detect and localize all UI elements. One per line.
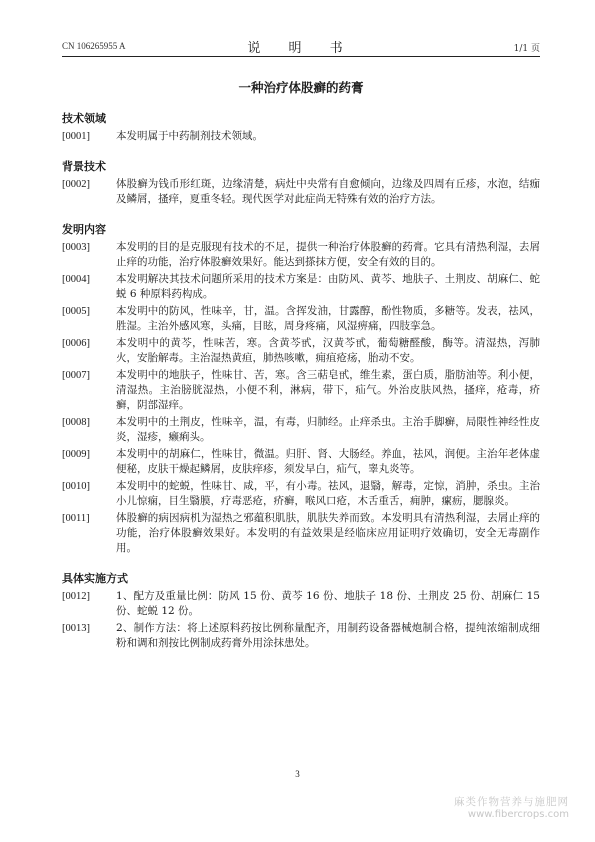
paragraph-text: 本发明的目的是克服现有技术的不足，提供一种治疗体股癣的药膏。它具有清热利湿，去屑止痒的功能，治疗体股癣效果好。能达到搽抹方便，安全有效的目的。 (116, 241, 540, 268)
paragraph-number: [0005] (62, 306, 90, 317)
watermark-url: www.fibercrops.com (467, 809, 569, 820)
paragraph-number: [0011] (62, 513, 90, 524)
section-heading: 具体实施方式 (62, 572, 128, 585)
paragraph-number: [0012] (62, 591, 90, 602)
paragraph-number: [0009] (62, 449, 90, 460)
paragraph (62, 621, 540, 651)
paragraph-number: [0001] (62, 131, 90, 142)
paragraph (62, 272, 540, 302)
paragraph (62, 511, 540, 556)
watermark-site-name: 麻类作物营养与施肥网 (454, 796, 569, 808)
paragraph-number: [0003] (62, 242, 90, 253)
paragraph-text: 本发明中的防风，性味辛，甘，温。含挥发油，甘露醇，酚性物质，多糖等。发表，祛风，胜湿。主治外感风寒，头痛，目眩，周身疼痛，风湿痹痛，四肢挛急。 (116, 305, 540, 332)
paragraph (62, 447, 540, 477)
paragraph-number: [0004] (62, 274, 90, 285)
paragraph-text: 本发明中的黄芩，性味苦，寒。含黄芩甙，汉黄芩甙，葡萄糖醛酸，酶等。清湿热，泻肺火，安胎解毒。主治湿热黄疸，肺热咳嗽，痈疽疮疡，胎动不安。 (116, 337, 540, 364)
document-title: 一种治疗体股癣的药膏 (238, 80, 364, 95)
paragraph-text: 本发明中的蛇蜕，性味甘、咸，平，有小毒。祛风，退翳，解毒，定惊，消肿，杀虫。主治小儿惊痫，目生翳膜，疗毒恶疮，疥癣，喉风口疮，木舌重舌，痈肿，瘰疬，腮腺炎。 (116, 480, 540, 507)
paragraph-number: [0007] (62, 370, 90, 381)
paragraph-number: [0006] (62, 338, 90, 349)
section-heading: 发明内容 (62, 223, 106, 236)
paragraph-text: 本发明属于中药制剂技术领域。 (116, 130, 263, 142)
section-heading: 技术领域 (62, 112, 106, 125)
paragraph (62, 336, 540, 366)
paragraph (62, 240, 540, 270)
header-rule (62, 56, 540, 57)
paragraph (62, 177, 540, 207)
publication-number: CN 106265955 A (62, 41, 126, 51)
page-indicator: 1/1 页 (513, 44, 540, 54)
paragraph-text: 体股癣为钱币形红斑，边缘清楚，病灶中央常有自愈倾向，边缘及四周有丘疹，水泡，结痂及鳞屑，搔痒，夏重冬轻。现代医学对此症尚无特殊有效的治疗方法。 (116, 178, 540, 205)
paragraph-text: 本发明解决其技术问题所采用的技术方案是：由防风、黄芩、地肤子、土荆皮、胡麻仁、蛇蜕 6 种原料药构成。 (116, 273, 540, 300)
paragraph-number: [0010] (62, 481, 90, 492)
watermark (454, 794, 569, 820)
header-title: 说 明 书 (247, 41, 355, 56)
paragraph-number: [0008] (62, 417, 90, 428)
paragraph (62, 304, 540, 334)
paragraph-text: 2、制作方法：将上述原料药按比例称量配齐，用制药设备器械炮制合格，提纯浓缩制成细粉和调和剂按比例制成药膏外用涂抹患处。 (116, 622, 540, 649)
paragraph (62, 129, 540, 144)
paragraph-number: [0013] (62, 623, 90, 634)
document-body (62, 110, 540, 653)
paragraph (62, 368, 540, 413)
paragraph (62, 479, 540, 509)
paragraph-text: 本发明中的胡麻仁，性味甘，微温。归肝、肾、大肠经。养血，祛风，润便。主治年老体虚便秘，皮肤干燥起鳞屑，皮肤痒疹，须发早白，疝气，睾丸炎等。 (116, 448, 540, 475)
paragraph-text: 体股癣的病因病机为湿热之邪蕴积肌肤，肌肤失养而致。本发明具有清热利湿，去屑止痒的功能，治疗体股癣效果好。本发明的有益效果是经临床应用证明疗效确切，安全无毒副作用。 (116, 512, 540, 554)
paragraph-text: 1、配方及重量比例：防风 15 份、黄芩 16 份、地肤子 18 份、土荆皮 25 份、胡麻仁 15 份、蛇蜕 12 份。 (116, 590, 540, 617)
paragraph-number: [0002] (62, 179, 90, 190)
paragraph-text: 本发明中的地肤子，性味甘、苦，寒。含三萜皂甙，维生素，蛋白质，脂肪油等。利小便，清湿热。主治膀胱湿热，小便不利，淋病，带下，疝气。外治皮肤风热，搔痒，疮毒，疥癣，阴部湿痒。 (116, 369, 540, 411)
section-heading: 背景技术 (62, 160, 106, 173)
paragraph (62, 589, 540, 619)
paragraph-text: 本发明中的土荆皮，性味辛，温，有毒，归肺经。止痒杀虫。主治手脚癣，局限性神经性皮炎，湿疹，癞痢头。 (116, 416, 540, 443)
page-number: 3 (295, 769, 300, 779)
paragraph (62, 415, 540, 445)
